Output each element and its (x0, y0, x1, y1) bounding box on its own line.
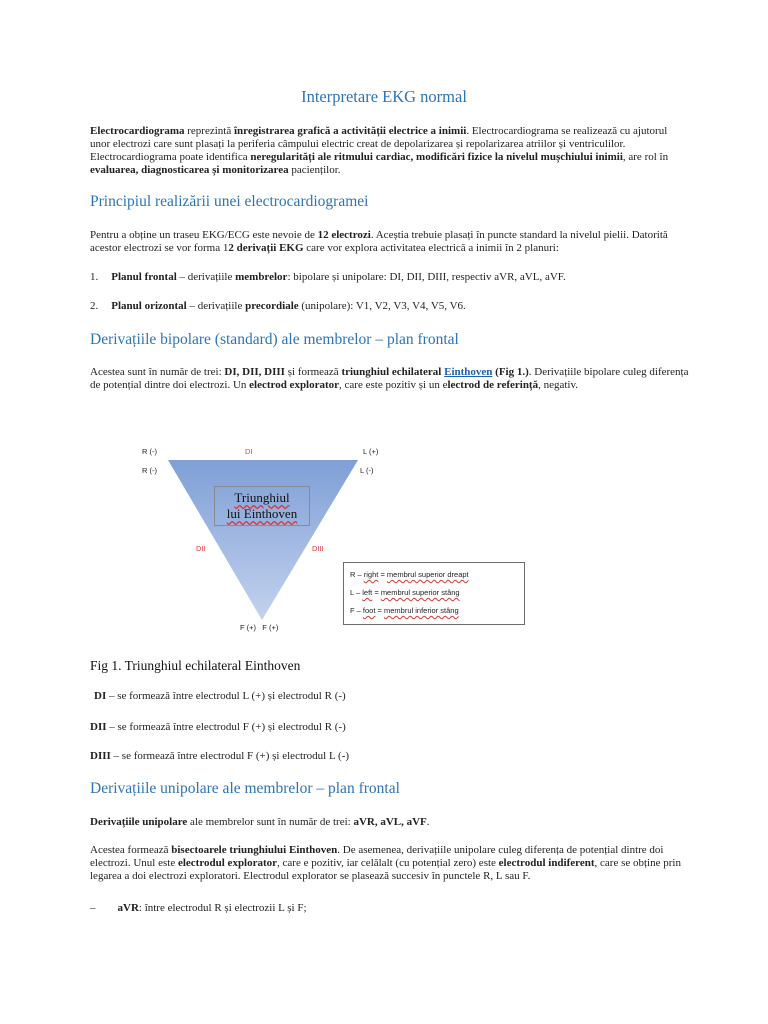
lead-diii-label: DIII (90, 750, 111, 762)
legend-l-word: left (362, 588, 373, 597)
list-item-1 (90, 271, 566, 284)
s3p1-bold-1: Derivațiile unipolare (90, 816, 188, 828)
s3p1-bold-2: aVR, aVL, aVF (353, 816, 427, 828)
bullet-avr-label: aVR (117, 902, 139, 914)
triangle-title-line2 (215, 506, 309, 522)
triangle-title-line2-text: lui Einthoven (226, 506, 298, 521)
label-diii: DIII (312, 544, 324, 553)
legend-f-prefix: F – (350, 606, 363, 615)
legend-f-eq: = (375, 606, 384, 615)
s2-text-2: și formează (284, 366, 342, 378)
s2-text-3: . Derivațiile bipolare culeg diferența de potențial dintre doi electrozi. Un (90, 366, 689, 391)
list2-bold-1: Planul orizontal (111, 300, 187, 312)
section1-paragraph (90, 229, 690, 255)
s3p2-bold-3: electrodul indiferent (498, 857, 595, 869)
lead-dii-text: – se formează între electrodul F (+) și electrodul R (-) (106, 721, 346, 733)
s1-text-1: Pentru a obține un traseu EKG/ECG este nevoie de (90, 229, 318, 241)
bullet-dash: – (90, 902, 96, 914)
legend-r (350, 570, 469, 579)
label-r-bottom: R (-) (142, 466, 157, 475)
section1-heading: Principiul realizării unei electrocardiogramei (90, 193, 369, 210)
label-f: F (+) F (+) (240, 623, 279, 632)
lead-di-label: DI (94, 690, 107, 702)
legend-r-word: right (363, 570, 379, 579)
s1-bold-2: 2 derivații EKG (228, 242, 304, 254)
s2-text-4: , care este pozitiv și un e (339, 379, 448, 391)
bullet-avr (90, 902, 307, 915)
triangle-title-box (214, 486, 310, 526)
einthoven-triangle (168, 460, 358, 620)
s2-bold-3: (Fig 1.) (492, 366, 529, 378)
einthoven-link[interactable]: Einthoven (444, 366, 493, 378)
label-di: DI (245, 447, 253, 456)
s2-bold-2: triunghiul echilateral (341, 366, 445, 378)
figure-caption: Fig 1. Triunghiul echilateral Einthoven (90, 658, 301, 673)
section2-heading: Derivațiile bipolare (standard) ale membrelor – plan frontal (90, 331, 459, 348)
label-l-plus: L (+) (363, 447, 379, 456)
list1-bold-1: Planul frontal (111, 271, 177, 283)
lead-di-text: – se formează între electrodul L (+) și electrodul R (-) (106, 690, 346, 702)
legend-f-desc: membrul inferior stâng (384, 606, 459, 615)
s2-text-5: , negativ. (538, 379, 579, 391)
legend-f (350, 606, 459, 615)
s2-bold-4: electrod explorator (249, 379, 340, 391)
legend-f-word: foot (362, 606, 376, 615)
legend-r-prefix: R – (350, 570, 364, 579)
s3p2-text-2: . De asemenea, derivațiile unipolare culeg diferența de potențial dintre doi electrozi. Unul este (90, 844, 664, 869)
legend-l (350, 588, 460, 597)
page-title: Interpretare EKG normal (301, 87, 467, 106)
list2-text-2: (unipolare): V1, V2, V3, V4, V5, V6. (298, 300, 466, 312)
legend-l-eq: = (372, 588, 381, 597)
section2-paragraph (90, 366, 695, 392)
intro-bold-1: Electrocardiograma (90, 125, 185, 137)
section3-paragraph-1 (90, 816, 430, 829)
legend-r-eq: = (378, 570, 387, 579)
list1-bold-2: membrelor (235, 271, 288, 283)
list-item-2 (90, 300, 466, 313)
bullet-avr-text: : între electrodul R și electrozii L și F; (138, 902, 307, 914)
intro-bold-3: neregularități ale ritmului cardiac, modificări fizice la nivelul mușchiului inimii (250, 151, 623, 163)
legend-l-prefix: L – (350, 588, 363, 597)
lead-diii-text: – se formează între electrodul F (+) și electrodul L (-) (110, 750, 350, 762)
lead-dii (90, 721, 346, 734)
list-number-1: 1. (90, 271, 99, 283)
s3p2-bold-1: bisectoarele triunghiului Einthoven (171, 844, 338, 856)
section3-heading: Derivațiile unipolare ale membrelor – plan frontal (90, 780, 400, 797)
triangle-title-line1: Triunghiul (234, 490, 290, 505)
list1-text-2: : bipolare și unipolare: DI, DII, DIII, respectiv aVR, aVL, aVF. (287, 271, 566, 283)
lead-dii-label: DII (90, 721, 107, 733)
s2-bold-1: DI, DII, DIII (224, 366, 285, 378)
s1-text-3: care vor explora activitatea electrică a inimii în 2 planuri: (303, 242, 559, 254)
list2-text-1: – derivațiile (186, 300, 246, 312)
section3-paragraph-2 (90, 844, 690, 883)
legend-r-desc: membrul superior dreapt (386, 570, 469, 579)
s3p2-text-4: , care se obține prin legarea a doi electrozi exploratori. Electrodul explorator se plasează succesiv în punctele R, L sau F. (90, 857, 681, 882)
intro-paragraph (90, 125, 690, 177)
label-r-top: R (-) (142, 447, 157, 456)
lead-diii (90, 750, 349, 763)
intro-text-2: . Electrocardiograma se realizează cu ajutorul unor electrozi care sunt plasați la periferia câmpului electric creat de depolarizarea și repolarizarea atriilor și ventriculilor. Electrocardiograma poate identifica (90, 125, 668, 163)
intro-text-3: , are rol în (622, 151, 669, 163)
s3p1-text-1: ale membrelor sunt în număr de trei: (187, 816, 354, 828)
einthoven-diagram (130, 440, 530, 640)
list-number-2: 2. (90, 300, 99, 312)
s3p2-text-1: Acestea formează (90, 844, 172, 856)
label-dii: DII (196, 544, 206, 553)
intro-text-1: reprezintă (184, 125, 234, 137)
s1-text-2: . Aceștia trebuie plasați în puncte standard la nivelul pielii. Datorită acestor electrozi se vor forma 1 (90, 229, 668, 254)
label-l-minus: L (-) (360, 466, 374, 475)
intro-bold-2: înregistrarea grafică a activității electrice a inimii (233, 125, 467, 137)
list2-bold-2: precordiale (245, 300, 299, 312)
legend-box (343, 562, 525, 625)
list1-text-1: – derivațiile (176, 271, 236, 283)
s2-bold-5: lectrod de referință (447, 379, 539, 391)
s3p2-text-3: , care e pozitiv, iar celălalt (cu potențial zero) este (277, 857, 499, 869)
s2-text-1: Acestea sunt în număr de trei: (90, 366, 225, 378)
intro-text-4: pacienților. (288, 164, 341, 176)
s3p1-text-2: . (426, 816, 430, 828)
lead-di (94, 690, 346, 703)
s1-bold-1: 12 electrozi (317, 229, 371, 241)
intro-bold-4: evaluarea, diagnosticarea și monitorizarea (90, 164, 289, 176)
legend-l-desc: membrul superior stâng (380, 588, 460, 597)
s3p2-bold-2: electrodul explorator (177, 857, 278, 869)
